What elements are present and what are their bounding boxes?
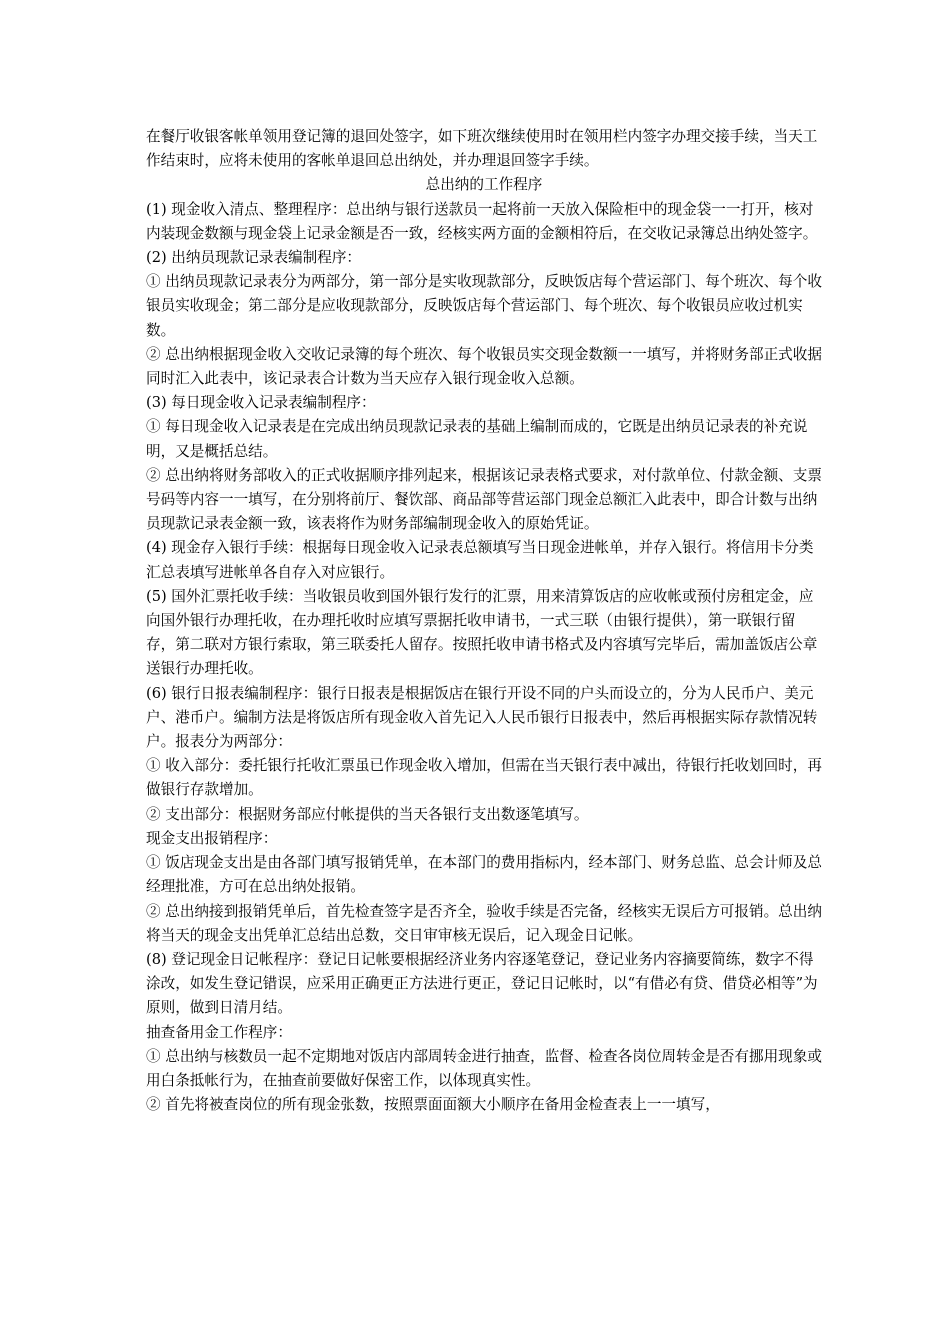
paragraph: ② 首先将被查岗位的所有现金张数，按照票面面额大小顺序在备用金检查表上一一填写， (146, 1096, 720, 1114)
paragraph: ② 总出纳接到报销凭单后，首先检查签字是否齐全，验收手续是否完备，经核实无误后方可报销。总出纳将当天的现金支出凭单汇总结出总数，交日审审核无误后，记入现金日记帐。 (146, 902, 822, 944)
paragraph: ② 总出纳将财务部收入的正式收据顺序排列起来，根据该记录表格式要求，对付款单位、付款金额、支票号码等内容一一填写，在分别将前厅、餐饮部、商品部等营运部门现金总额汇入此表中，即合计数与出纳员现款记录表金额一致，该表将作为财务部编制现金收入的原始凭证。 (146, 466, 822, 533)
paragraph: (2) 出纳员现款记录表编制程序： (146, 249, 362, 267)
paragraph: ① 总出纳与核数员一起不定期地对饭店内部周转金进行抽查，监督、检查各岗位周转金是否有挪用现象或用白条抵帐行为，在抽查前要做好保密工作，以体现真实性。 (146, 1047, 822, 1089)
paragraph: ② 支出部分：根据财务部应付帐提供的当天各银行支出数逐笔填写。 (146, 805, 589, 823)
paragraph: ① 出纳员现款记录表分为两部分，第一部分是实收现款部分，反映饭店每个营运部门、每个班次、每个收银员实收现金；第二部分是应收现款部分，反映饭店每个营运部门、每个班次、每个收银员应收过机实数。 (146, 273, 822, 339)
paragraph: (6) 银行日报表编制程序：银行日报表是根据饭店在银行开设不同的户头而设立的，分为人民币户、美元户、港币户。编制方法是将饭店所有现金收入首先记入人民币银行日报表中，然后再根据实际存款情况转户。报表分为两部分： (146, 684, 818, 751)
intro-paragraph: 在餐厅收银客帐单领用登记簿的退回处签字，如下班次继续使用时在领用栏内签字办理交接手续，当天工作结束时，应将未使用的客帐单退回总出纳处，并办理退回签字手续。 (146, 128, 818, 170)
paragraph: 现金支出报销程序： (146, 829, 278, 847)
paragraph: ① 每日现金收入记录表是在完成出纳员现款记录表的基础上编制而成的，它既是出纳员记录表的补充说明，又是概括总结。 (146, 418, 808, 460)
paragraph: 抽查备用金工作程序： (146, 1023, 292, 1041)
document-page (146, 125, 822, 1117)
paragraph: ① 饭店现金支出是由各部门填写报销凭单，在本部门的费用指标内，经本部门、财务总监、总会计师及总经理批准，方可在总出纳处报销。 (146, 854, 822, 896)
paragraph: (5) 国外汇票托收手续：当收银员收到国外银行发行的汇票，用来清算饭店的应收帐或预付房租定金，应向国外银行办理托收，在办理托收时应填写票据托收申请书，一式三联（由银行提供），第一联银行留存，第二联对方银行索取，第三联委托人留存。按照托收申请书格式及内容填写完毕后，需加盖饭店公章送银行办理托收。 (146, 587, 818, 678)
paragraph: (1) 现金收入清点、整理程序：总出纳与银行送款员一起将前一天放入保险柜中的现金袋一一打开，核对内装现金数额与现金袋上记录金额是否一致，经核实两方面的金额相符后，在交收记录簿总出纳处签字。 (146, 200, 818, 242)
paragraph: ① 收入部分：委托银行托收汇票虽已作现金收入增加，但需在当天银行表中减出，待银行托收划回时，再做银行存款增加。 (146, 757, 822, 799)
paragraph: (4) 现金存入银行手续：根据每日现金收入记录表总额填写当日现金进帐单，并存入银行。将信用卡分类汇总表填写进帐单各自存入对应银行。 (146, 539, 814, 581)
paragraph: (3) 每日现金收入记录表编制程序： (146, 394, 376, 412)
section-title: 总出纳的工作程序 (425, 176, 543, 194)
paragraph: ② 总出纳根据现金收入交收记录簿的每个班次、每个收银员实交现金数额一一填写，并将财务部正式收据同时汇入此表中，该记录表合计数为当天应存入银行现金收入总额。 (146, 345, 822, 388)
paragraph: (8) 登记现金日记帐程序：登记日记帐要根据经济业务内容逐笔登记，登记业务内容摘要简练，数字不得涂改，如发生登记错误，应采用正确更正方法进行更正，登记日记帐时，以“有借必有贷、借贷必相等”为原则，做到日清月结。 (146, 950, 818, 1017)
